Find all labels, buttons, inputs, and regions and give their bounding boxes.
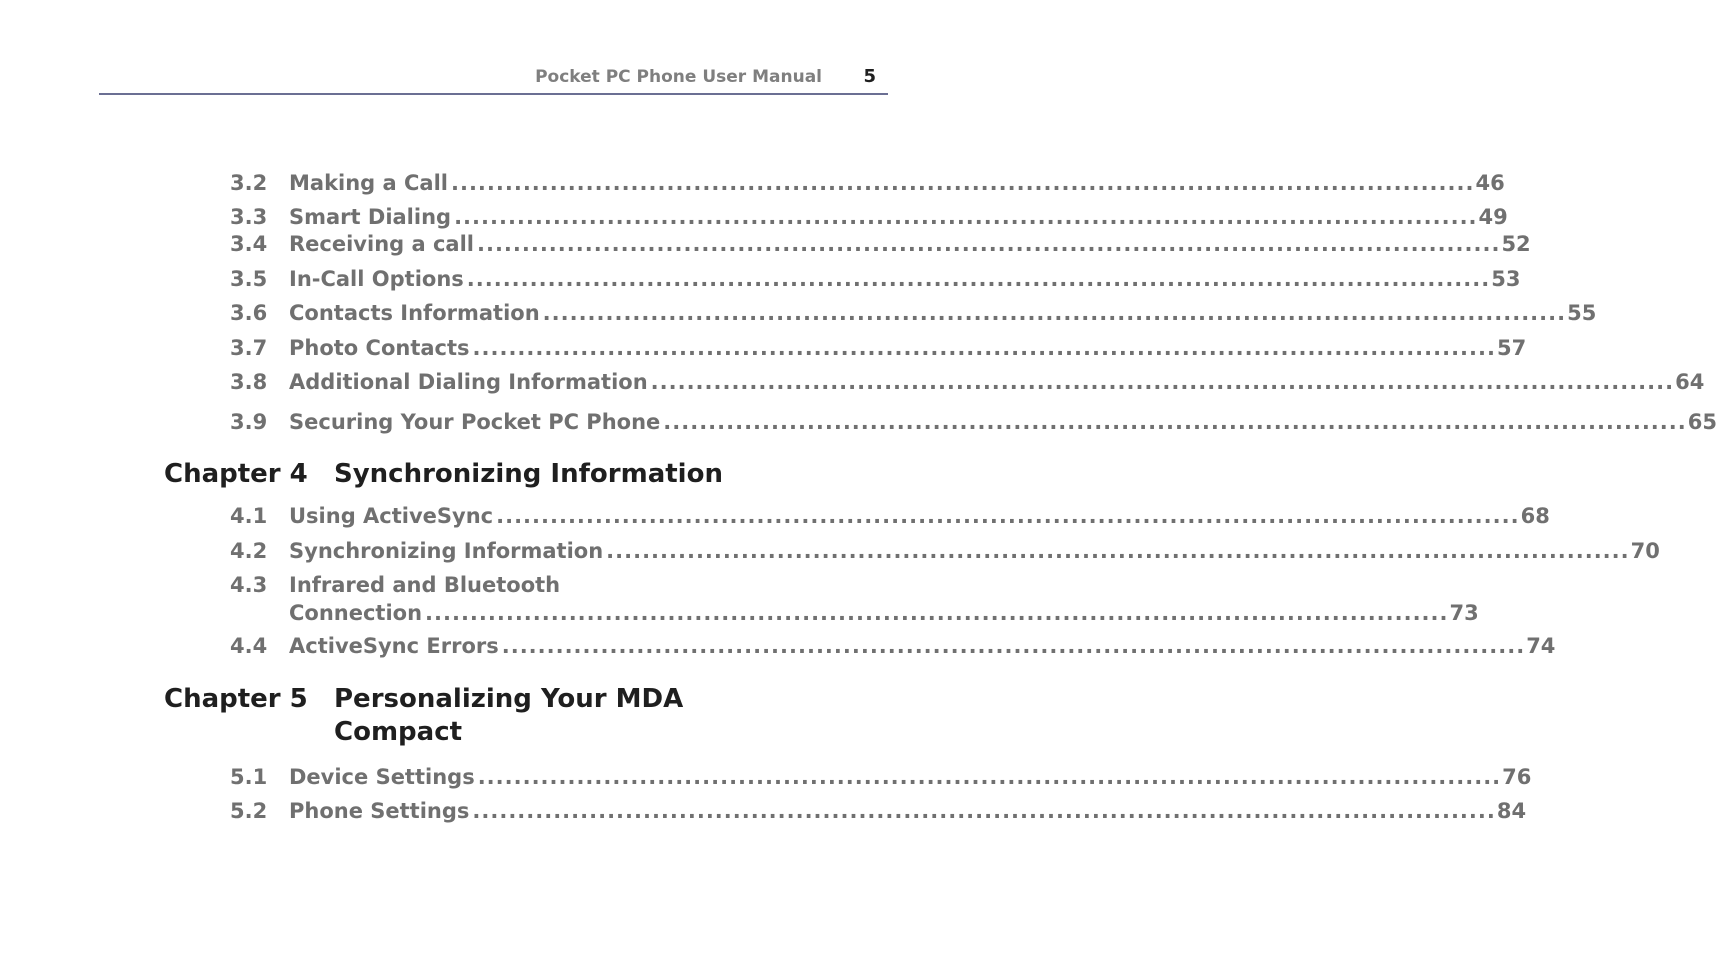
- toc-entry-title: Securing Your Pocket PC Phone: [289, 410, 661, 434]
- toc-entry-3-9[interactable]: [230, 410, 1717, 440]
- toc-leader-dots: ..................................................................................................................: [501, 634, 1526, 658]
- toc-leader-dots: ..................................................................................................................: [472, 799, 1496, 823]
- toc-entry-5-2[interactable]: [230, 799, 1527, 829]
- toc-entry-number: 4.2: [230, 539, 268, 563]
- page-number: 5: [863, 66, 876, 87]
- toc-entry-page: 57: [1496, 336, 1527, 360]
- toc-entry-page: 65: [1687, 410, 1717, 434]
- toc-leader-dots: ..................................................................................................................: [451, 171, 1475, 195]
- toc-entry-number: 3.5: [230, 267, 268, 291]
- toc-entry-number: 4.4: [230, 634, 268, 658]
- toc-leader-dots: ..................................................................................................................: [476, 232, 1501, 256]
- toc-entry-title: Additional Dialing Information: [289, 370, 648, 394]
- page-header: [99, 63, 888, 95]
- toc-entry-3-6[interactable]: [230, 301, 1597, 331]
- toc-entry-title: Synchronizing Information: [289, 539, 604, 563]
- toc-leader-dots: ..................................................................................................................: [425, 601, 1449, 625]
- toc-entry-page: 84: [1496, 799, 1527, 823]
- toc-entry-number: 3.7: [230, 336, 268, 360]
- toc-leader-dots: ..................................................................................................................: [496, 504, 1520, 528]
- toc-leader-dots: ..................................................................................................................: [466, 267, 1491, 291]
- toc-leader-dots: ..................................................................................................................: [454, 205, 1478, 229]
- toc-entry-title-continued: Connection: [289, 601, 423, 625]
- toc-leader-dots: ..................................................................................................................: [650, 370, 1675, 394]
- toc-entry-number: 3.6: [230, 301, 268, 325]
- toc-entry-page: 55: [1567, 301, 1597, 325]
- toc-entry-page: 53: [1491, 267, 1521, 291]
- toc-entry-number: 4.3: [230, 573, 268, 597]
- chapter-5-heading[interactable]: [164, 683, 724, 749]
- toc-entry-page: 49: [1478, 205, 1508, 229]
- toc-entry-3-8[interactable]: [230, 370, 1705, 400]
- toc-entry-title: In-Call Options: [289, 267, 464, 291]
- toc-entry-5-1[interactable]: [230, 765, 1532, 795]
- toc-entry-title: Infrared and Bluetooth: [289, 573, 561, 597]
- toc-entry-page: 74: [1526, 634, 1556, 658]
- toc-entry-3-2[interactable]: [230, 171, 1505, 201]
- toc-entry-number: 3.3: [230, 205, 268, 229]
- chapter-4-heading[interactable]: [164, 458, 724, 491]
- toc-leader-dots: ..................................................................................................................: [663, 410, 1687, 434]
- toc-entry-title: Smart Dialing: [289, 205, 452, 229]
- toc-entry-page: 64: [1675, 370, 1705, 394]
- toc-entry-title: Making a Call: [289, 171, 448, 195]
- toc-entry-number: 3.8: [230, 370, 268, 394]
- toc-entry-title: Receiving a call: [289, 232, 474, 256]
- toc-entry-title: Contacts Information: [289, 301, 540, 325]
- toc-entry-3-7[interactable]: [230, 336, 1527, 366]
- chapter-title: Personalizing Your MDA Compact: [334, 684, 684, 747]
- toc-entry-number: 5.2: [230, 799, 268, 823]
- toc-entry-number: 5.1: [230, 765, 268, 789]
- toc-entry-page: 76: [1502, 765, 1532, 789]
- toc-entry-page: 68: [1520, 504, 1550, 528]
- toc-entry-title: Device Settings: [289, 765, 475, 789]
- manual-title: Pocket PC Phone User Manual: [535, 67, 822, 87]
- chapter-label: Chapter 4: [164, 459, 308, 489]
- toc-entry-title: Phone Settings: [289, 799, 470, 823]
- toc-entry-page: 70: [1630, 539, 1660, 563]
- toc-entry-number: 3.2: [230, 171, 268, 195]
- toc-entry-4-1[interactable]: [230, 504, 1550, 534]
- toc-leader-dots: ..................................................................................................................: [542, 301, 1567, 325]
- toc-entry-3-5[interactable]: [230, 267, 1521, 297]
- toc-leader-dots: ..................................................................................................................: [472, 336, 1496, 360]
- toc-entry-page: 73: [1449, 601, 1479, 625]
- toc-entry-3-4[interactable]: [230, 232, 1531, 262]
- toc-leader-dots: ..................................................................................................................: [606, 539, 1630, 563]
- toc-entry-title: Using ActiveSync: [289, 504, 494, 528]
- chapter-label: Chapter 5: [164, 684, 308, 714]
- toc-entry-4-2[interactable]: [230, 539, 1660, 569]
- toc-entry-4-4[interactable]: [230, 634, 1556, 664]
- chapter-title: Synchronizing Information: [334, 459, 723, 489]
- toc-entry-number: 3.4: [230, 232, 268, 256]
- toc-entry-page: 46: [1475, 171, 1505, 195]
- toc-entry-page: 52: [1501, 232, 1531, 256]
- toc-entry-number: 3.9: [230, 410, 268, 434]
- toc-entry-4-3[interactable]: [230, 573, 1479, 633]
- toc-entry-title: ActiveSync Errors: [289, 634, 499, 658]
- toc-entry-number: 4.1: [230, 504, 268, 528]
- toc-entry-3-3[interactable]: [230, 205, 1508, 235]
- toc-leader-dots: ..................................................................................................................: [477, 765, 1502, 789]
- toc-entry-title: Photo Contacts: [289, 336, 470, 360]
